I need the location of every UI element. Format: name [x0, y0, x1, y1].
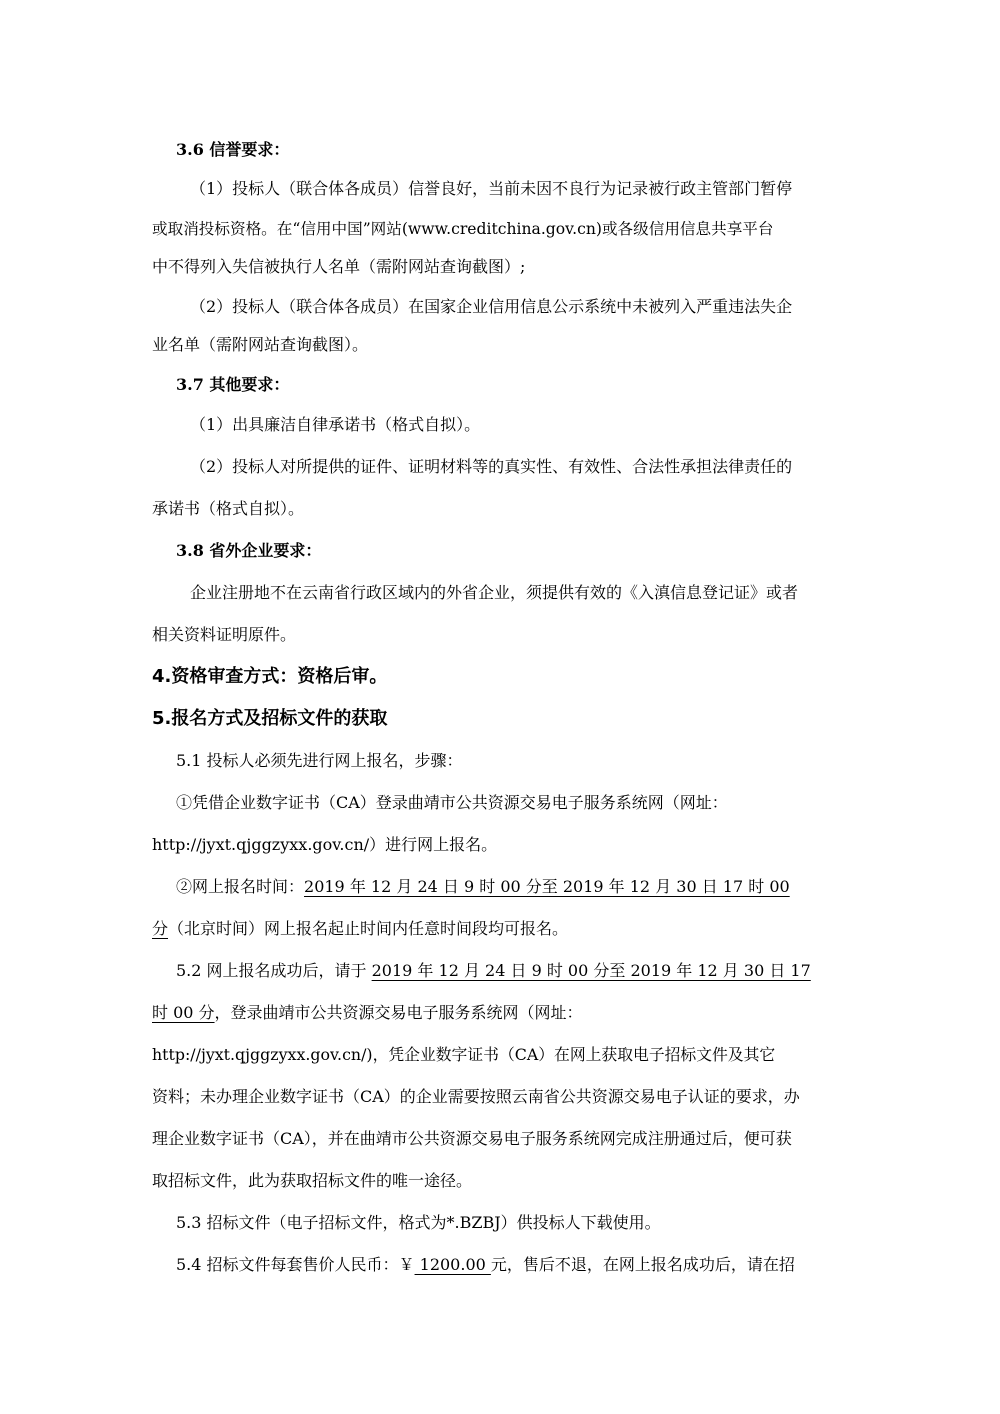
registration-time-range: 2019 年 12 月 24 日 9 时 00 分至 2019 年 12 月 30 日 17 时 00 [304, 877, 790, 896]
price-line [176, 1254, 795, 1276]
label: 5.2 网上报名成功后，请于 [176, 961, 372, 980]
paragraph-line: 5.3 招标文件（电子招标文件，格式为*.BZBJ）供投标人下载使用。 [176, 1213, 661, 1232]
paragraph-line: 理企业数字证书（CA），并在曲靖市公共资源交易电子服务系统网完成注册通过后，便可获 [152, 1129, 792, 1148]
paragraph-line: 中不得列入失信被执行人名单（需附网站查询截图）; [152, 257, 526, 276]
section-5-heading: 5.报名方式及招标文件的获取 [152, 708, 388, 729]
paragraph-line [152, 918, 568, 940]
paragraph-line: 企业注册地不在云南省行政区域内的外省企业，须提供有效的《入滇信息登记证》或者 [190, 583, 799, 602]
paragraph-line: ①凭借企业数字证书（CA）登录曲靖市公共资源交易电子服务系统网（网址： [176, 793, 728, 812]
paragraph-line: （1）投标人（联合体各成员）信誉良好，当前未因不良行为记录被行政主管部门暂停 [190, 179, 793, 198]
paragraph-line: 资料；未办理企业数字证书（CA）的企业需要按照云南省公共资源交易电子认证的要求，办 [152, 1087, 800, 1106]
text: （北京时间）网上报名起止时间内任意时间段均可报名。 [168, 919, 569, 938]
download-time-range-end: 时 00 分 [152, 1003, 215, 1022]
registration-time-range-end: 分 [152, 919, 169, 938]
section-3-7-heading: 3.7 其他要求： [176, 375, 290, 394]
paragraph-line: 承诺书（格式自拟）。 [152, 499, 305, 518]
paragraph-line: 取招标文件，此为获取招标文件的唯一途径。 [152, 1171, 473, 1190]
download-time-line [176, 960, 811, 982]
registration-time-line [176, 876, 790, 898]
paragraph-line: （2）投标人（联合体各成员）在国家企业信用信息公示系统中未被列入严重违法失企 [190, 297, 793, 316]
label: ②网上报名时间： [176, 877, 305, 896]
paragraph-line: 相关资料证明原件。 [152, 625, 297, 644]
url-line: http://jyxt.qjggzyxx.gov.cn/）进行网上报名。 [152, 835, 498, 854]
paragraph-line: （2）投标人对所提供的证件、证明材料等的真实性、有效性、合法性承担法律责任的 [190, 457, 793, 476]
price-value: 1200.00 [414, 1255, 491, 1274]
label: 5.4 招标文件每套售价人民币：￥ [176, 1255, 415, 1274]
text: ，登录曲靖市公共资源交易电子服务系统网（网址： [214, 1003, 583, 1022]
download-time-range: 2019 年 12 月 24 日 9 时 00 分至 2019 年 12 月 30 日 17 [371, 961, 811, 980]
section-4-heading: 4.资格审查方式：资格后审。 [152, 666, 388, 687]
url-line: http://jyxt.qjggzyxx.gov.cn/)，凭企业数字证书（CA）在网上获取电子招标文件及其它 [152, 1045, 776, 1064]
text: 元，售后不退，在网上报名成功后，请在招 [490, 1255, 795, 1274]
section-3-6-heading: 3.6 信誉要求： [176, 140, 290, 159]
paragraph-line: 或取消投标资格。在“信用中国”网站(www.creditchina.gov.cn)或各级信用信息共享平台 [152, 220, 774, 238]
paragraph-line: 业名单（需附网站查询截图）。 [152, 335, 369, 354]
section-3-8-heading: 3.8 省外企业要求： [176, 541, 322, 560]
paragraph-line: （1）出具廉洁自律承诺书（格式自拟）。 [190, 415, 481, 434]
paragraph-line [152, 1002, 583, 1024]
paragraph-line: 5.1 投标人必须先进行网上报名，步骤： [176, 751, 463, 770]
